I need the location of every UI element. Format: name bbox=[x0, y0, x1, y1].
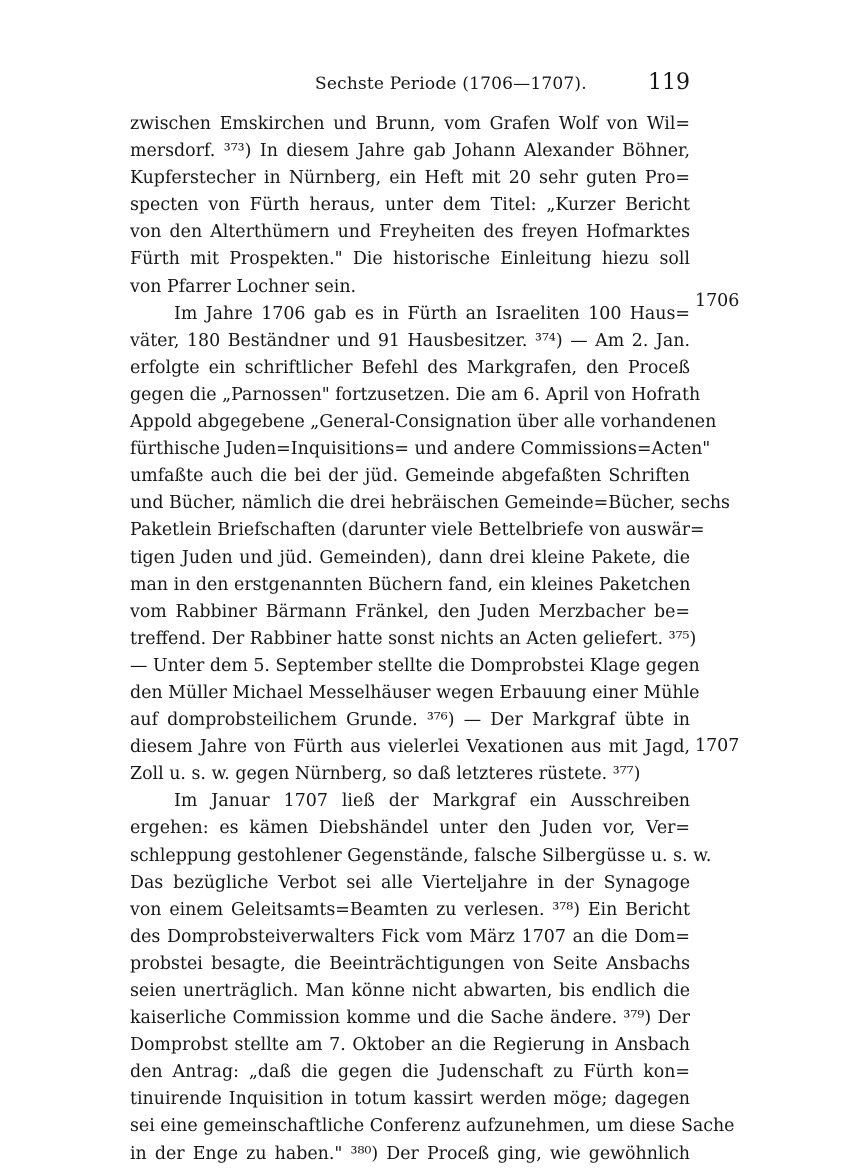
text-line: ergehen: es kämen Diebshändel unter den Juden vor, Ver= bbox=[130, 818, 690, 839]
text-line: tigen Juden und jüd. Gemeinden), dann drei kleine Pakete, die bbox=[130, 547, 690, 568]
text-line: sei eine gemeinschaftliche Conferenz aufzunehmen, um diese Sache bbox=[130, 1116, 735, 1137]
page-header bbox=[130, 70, 690, 100]
text-line: vom Rabbiner Bärmann Fränkel, den Juden Merzbacher be= bbox=[130, 601, 690, 622]
text-line: Zoll u. s. w. gegen Nürnberg, so daß letzteres rüstete. ³⁷⁷) bbox=[130, 764, 641, 785]
text-line: Kupferstecher in Nürnberg, ein Heft mit 20 sehr guten Pro= bbox=[130, 168, 690, 189]
text-line: des Domprobsteiverwalters Fick vom März 1707 an die Dom= bbox=[130, 926, 690, 947]
text-line: man in den erstgenannten Büchern fand, ein kleines Paketchen bbox=[130, 574, 691, 595]
text-line: gegen die „Parnossen" fortzusetzen. Die am 6. April von Hofrath bbox=[130, 384, 701, 405]
text-line: und Bücher, nämlich die drei hebräischen Gemeinde=Bücher, sechs bbox=[130, 493, 730, 514]
text-line: diesem Jahre von Fürth aus vielerlei Vexationen aus mit Jagd, bbox=[130, 737, 690, 758]
text-line: probstei besagte, die Beeinträchtigungen von Seite Ansbachs bbox=[130, 953, 690, 974]
running-title: Sechste Periode (1706—1707). bbox=[315, 74, 587, 94]
margin-year-note: 1707 bbox=[695, 736, 740, 756]
text-line: Paketlein Briefschaften (darunter viele Bettelbriefe von auswär= bbox=[130, 520, 705, 541]
body-text bbox=[130, 111, 735, 1168]
text-line: von einem Geleitsamts=Beamten zu verlesen. ³⁷⁸) Ein Bericht bbox=[130, 899, 690, 920]
text-line: auf domprobsteilichem Grunde. ³⁷⁶) — Der Markgraf übte in bbox=[130, 710, 690, 731]
text-line: Appold abgegebene „General-Consignation über alle vorhandenen bbox=[130, 412, 717, 433]
text-line: Im Januar 1707 ließ der Markgraf ein Ausschreiben bbox=[174, 791, 690, 812]
text-line: den Antrag: „daß die gegen die Judenschaft zu Fürth kon= bbox=[130, 1062, 690, 1083]
text-line: treffend. Der Rabbiner hatte sonst nichts an Acten geliefert. ³⁷⁵) bbox=[130, 628, 697, 649]
text-line: schleppung gestohlener Gegenstände, falsche Silbergüsse u. s. w. bbox=[130, 845, 712, 866]
text-line: Im Jahre 1706 gab es in Fürth an Israeliten 100 Haus= bbox=[174, 303, 690, 324]
text-line: den Müller Michael Messelhäuser wegen Erbauung einer Mühle bbox=[130, 682, 700, 703]
text-line: fürthische Juden=Inquisitions= und andere Commissions=Acten" bbox=[130, 439, 711, 460]
text-line: seien unerträglich. Man könne nicht abwarten, bis endlich die bbox=[130, 981, 690, 1001]
text-line: erfolgte ein schriftlicher Befehl des Markgrafen, den Proceß bbox=[130, 357, 690, 378]
text-line: mersdorf. ³⁷³) In diesem Jahre gab Johann Alexander Böhner, bbox=[130, 141, 690, 162]
page-number: 119 bbox=[648, 70, 690, 95]
text-line: Das bezügliche Verbot sei alle Vierteljahre in der Synagoge bbox=[130, 872, 690, 893]
text-line: tinuirende Inquisition in totum kassirt werden möge; dagegen bbox=[130, 1089, 690, 1110]
text-line: in der Enge zu haben." ³⁸⁰) Der Proceß ging, wie gewöhnlich bbox=[130, 1143, 690, 1164]
text-line: zwischen Emskirchen und Brunn, vom Grafen Wolf von Wil= bbox=[130, 114, 690, 134]
text-line: umfaßte auch die bei der jüd. Gemeinde abgefaßten Schriften bbox=[130, 466, 690, 487]
text-line: von den Alterthümern und Freyheiten des freyen Hofmarktes bbox=[130, 222, 690, 243]
text-line: väter, 180 Beständner und 91 Hausbesitzer. ³⁷⁴) — Am 2. Jan. bbox=[130, 330, 690, 351]
text-line: von Pfarrer Lochner sein. bbox=[130, 276, 357, 297]
text-line: Fürth mit Prospekten." Die historische Einleitung hiezu soll bbox=[130, 249, 690, 270]
text-line: Domprobst stellte am 7. Oktober an die Regierung in Ansbach bbox=[130, 1035, 690, 1056]
text-line: — Unter dem 5. September stellte die Domprobstei Klage gegen bbox=[130, 655, 700, 676]
text-line: specten von Fürth heraus, unter dem Titel: „Kurzer Bericht bbox=[130, 195, 690, 216]
margin-year-note: 1706 bbox=[695, 291, 740, 311]
text-line: kaiserliche Commission komme und die Sache ändere. ³⁷⁹) Der bbox=[130, 1008, 690, 1029]
